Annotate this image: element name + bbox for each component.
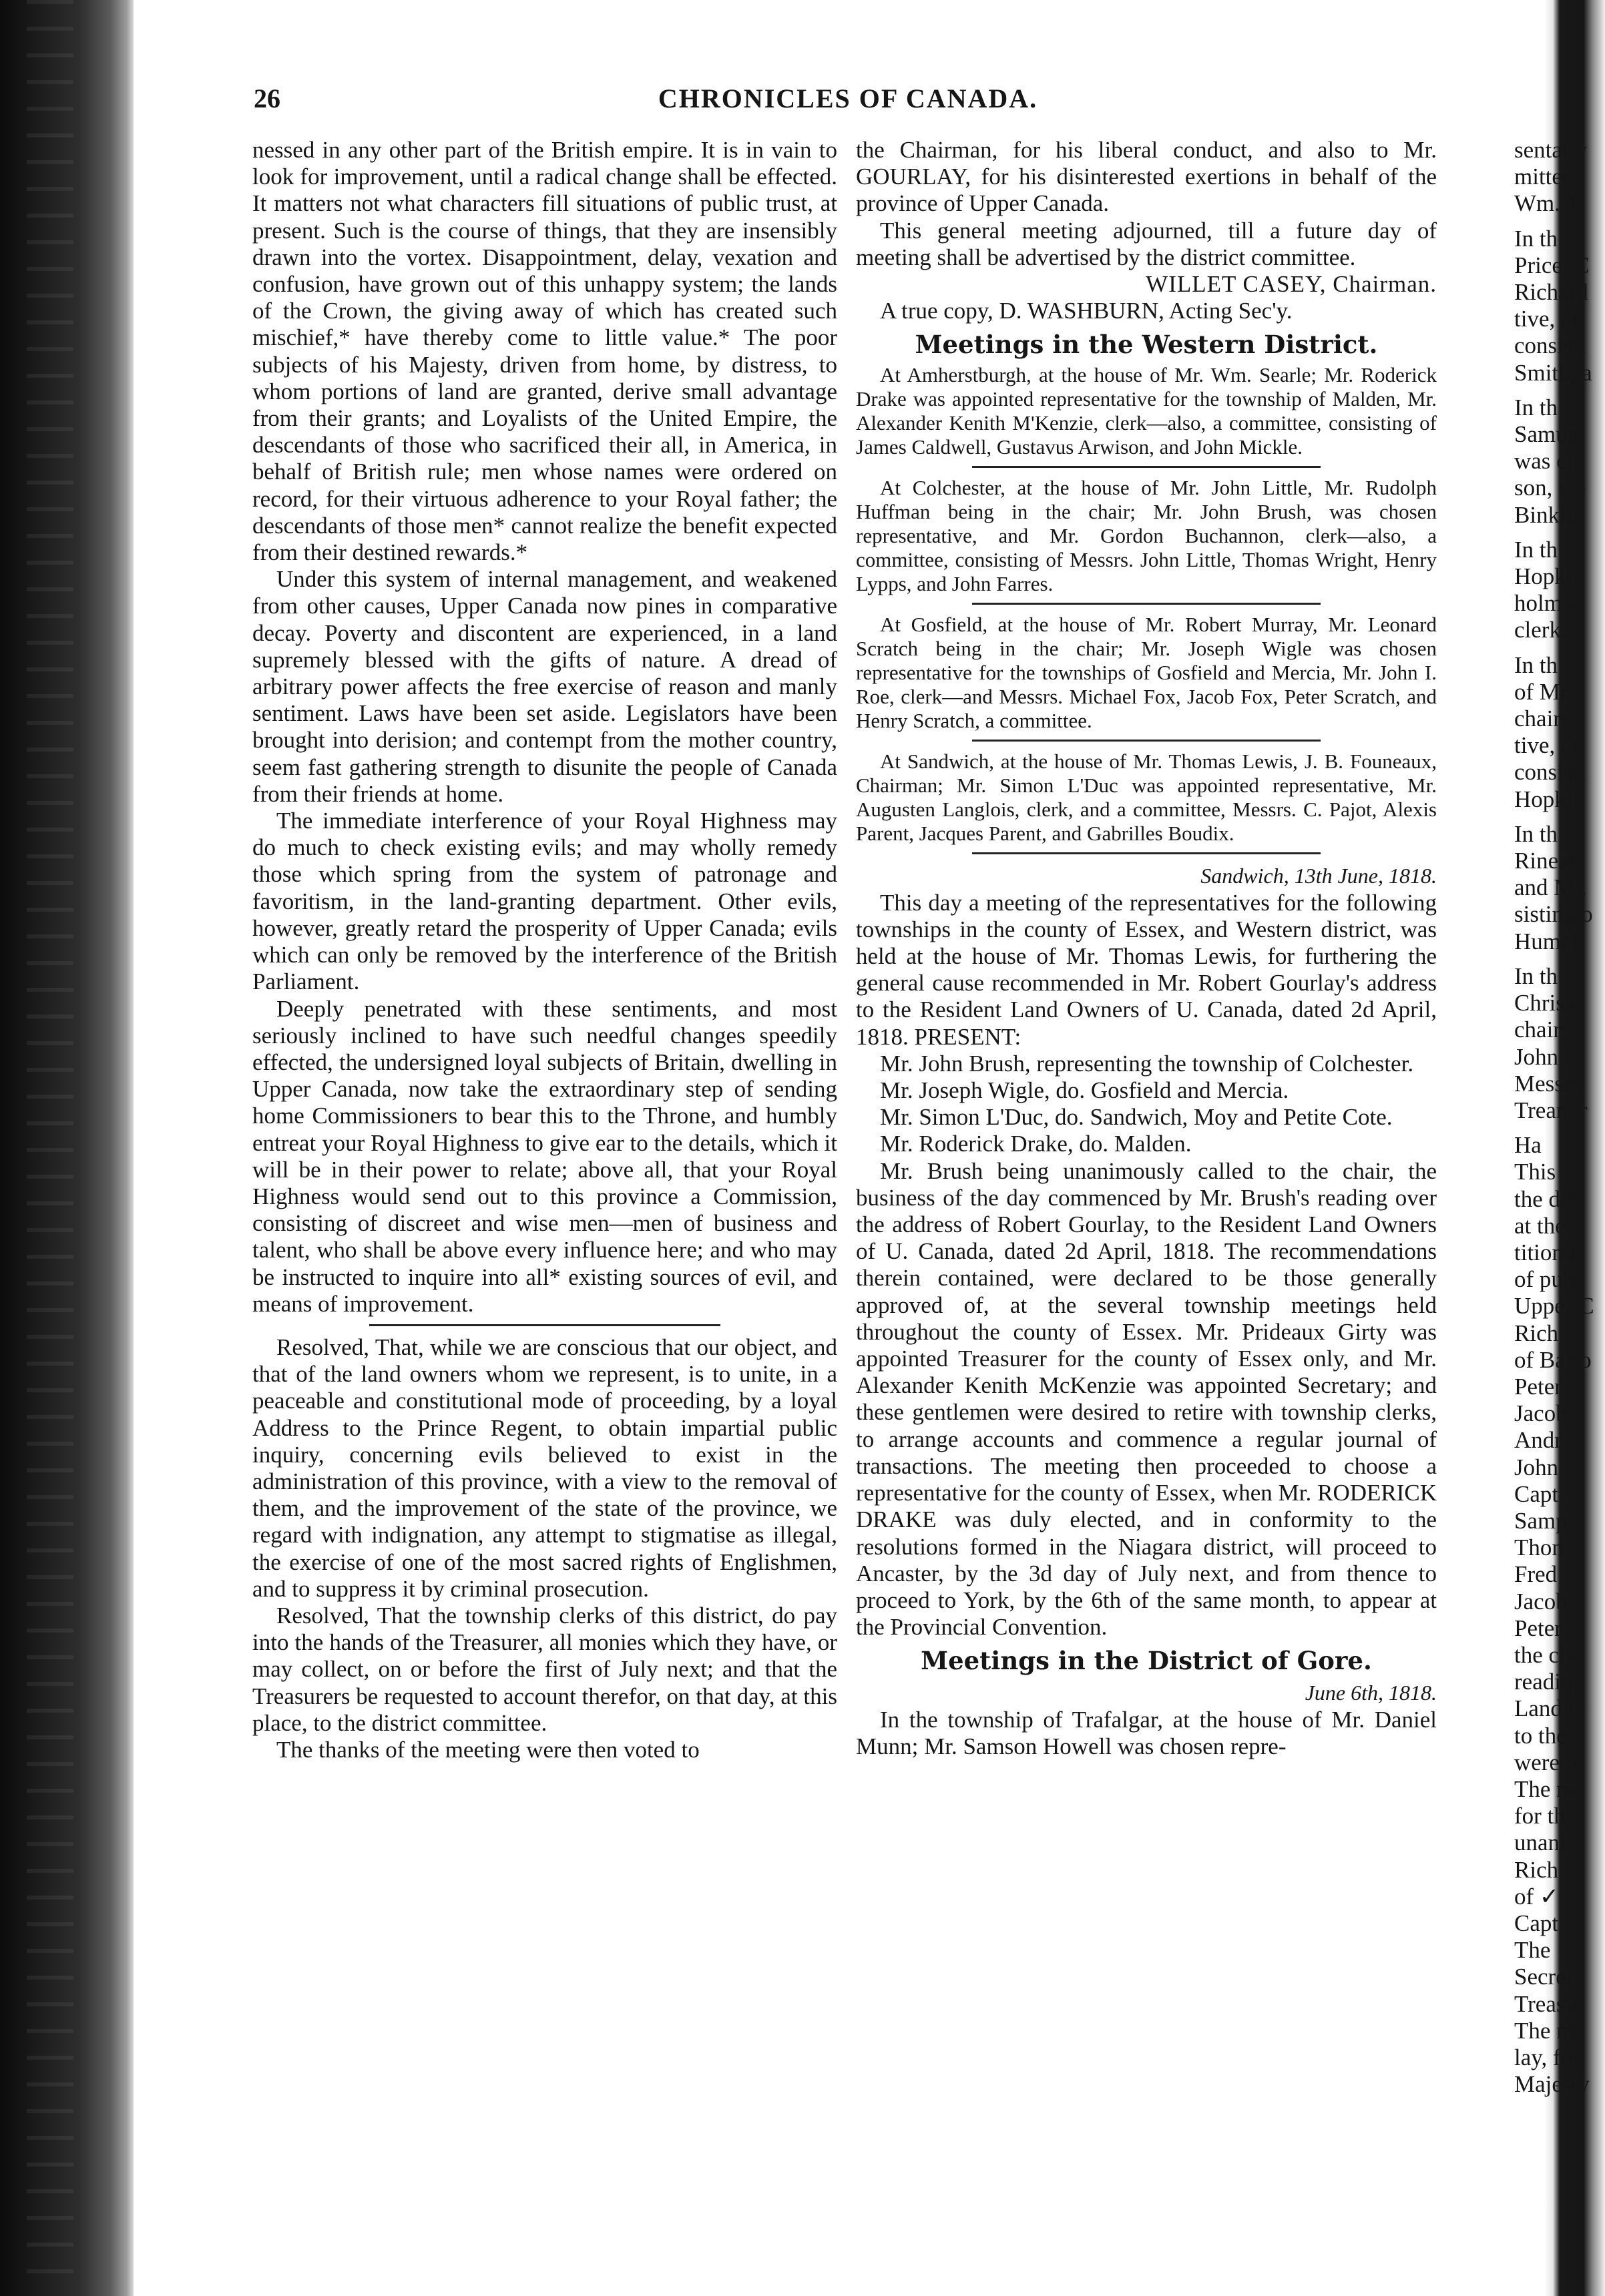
- cropped-text-line: tive, an: [1514, 732, 1584, 759]
- cropped-text-line: chair;: [1514, 705, 1568, 732]
- cropped-text-line: In th: [1514, 394, 1558, 420]
- cropped-text-line: Ha: [1514, 1132, 1542, 1159]
- cropped-text-line: Rich: [1514, 1320, 1559, 1346]
- cropped-text-line: Treanor: [1514, 1097, 1588, 1123]
- cropped-text-line: to the: [1514, 1722, 1567, 1749]
- cropped-text-line: son, cle: [1514, 475, 1586, 501]
- cropped-text-line: were u: [1514, 1749, 1578, 1775]
- cropped-text-line: tive, an: [1514, 306, 1584, 332]
- line-spacer: [1514, 529, 1605, 537]
- book-spine-shadow: [0, 0, 134, 2296]
- cropped-text-line: Capt: [1514, 1910, 1559, 1936]
- cropped-text-line: Price, C: [1514, 252, 1590, 278]
- line-spacer: [1514, 386, 1605, 394]
- column-right-cropped: [1514, 137, 1605, 2098]
- representative-entry: Mr. Joseph Wigle, do. Gosfield and Mercia.: [880, 1077, 1289, 1104]
- cropped-text-line: The me: [1514, 1775, 1585, 1802]
- cropped-text-line: holm w: [1514, 590, 1585, 617]
- cropped-text-line: In th: [1514, 225, 1558, 252]
- cropped-text-line: of Mr.: [1514, 678, 1573, 705]
- cropped-text-line: The me: [1514, 2017, 1585, 2044]
- section-divider: [972, 603, 1321, 605]
- cropped-text-line: sisting o: [1514, 901, 1593, 928]
- cropped-text-line: clerk.: [1514, 617, 1567, 643]
- cropped-text-line: for the: [1514, 1803, 1576, 1829]
- cropped-text-line: mittee,: [1514, 164, 1579, 190]
- cropped-text-line: Andr: [1514, 1427, 1562, 1454]
- cropped-text-line: Fred: [1514, 1561, 1558, 1588]
- chairman-signature: WILLET CASEY, Chairman.: [1146, 271, 1437, 298]
- cropped-text-line: Peter: [1514, 1373, 1562, 1400]
- line-spacer: [1514, 218, 1605, 226]
- line-spacer: [1514, 813, 1605, 821]
- cropped-text-line: This: [1514, 1159, 1556, 1185]
- cropped-text-line: Samp: [1514, 1507, 1568, 1534]
- paragraph: This day a meeting of the representatives for the following townships in the county of Essex, and Western district, was held at the house of Mr. Thomas Lewis, for furthering the general cause recommended in Mr. Robert Gourlay's address to the Resident Land Owners of U. Canada, dated 2d April, 1818. PRESENT:: [856, 889, 1437, 1050]
- attestation: A true copy, D. WASHBURN, Acting Sec'y.: [880, 298, 1293, 324]
- cropped-text-line: Hopkin: [1514, 563, 1584, 590]
- representative-entry: Mr. Roderick Drake, do. Malden.: [880, 1131, 1192, 1157]
- paragraph: nessed in any other part of the British empire. It is in vain to look for improvement, until a radical change shall be effected. It matters not what characters fill situations of public trust, at present. Such is the course of things, that they are insensibly drawn into the vortex. Disappointment, delay, vexation and confusion, have grown out of this unhappy system; the lands of the Crown, the giving away of which has created such mischief,* have thereby come to little value.* The poor subjects of his Majesty, driven from home, by distress, to whom portions of land are granted, derive small advantage from their grants; and Loyalists of the United Empire, the descendants of those who sacrificed their all, in America, in behalf of British rule; men whose names were ordered on record, for their virtuous adherence to your Royal father; the descendants of those men* cannot realize the benefit expected from their destined rewards.*: [252, 137, 837, 566]
- paragraph: Mr. Brush being unanimously called to the chair, the business of the day commenced by Mr. Brush's reading over the address of Robert Gourlay, to the Resident Land Owners of U. Canada, dated 2d April, 1818. The recommendations therein contained, were declared to be those generally approved of, at the several township meetings held throughout the county of Essex. Mr. Prideaux Girty was appointed Treasurer for the county of Essex only, and Mr. Alexander Kenith McKenzie was appointed Secretary; and these gentlemen were desired to retire with township clerks, to arrange accounts and commence a regular journal of transactions. The meeting then proceeded to choose a representative for the county of Essex, when Mr. RODERICK DRAKE was duly elected, and in conformity to the resolutions formed in the Niagara district, will proceed to Ancaster, by the 3d day of July next, and from thence to proceed to York, by the 6th of the same month, to appear at the Provincial Convention.: [856, 1157, 1437, 1641]
- cropped-text-line: of publ: [1514, 1266, 1582, 1293]
- cropped-text-line: of Barto: [1514, 1346, 1592, 1373]
- cropped-text-line: and Mr.: [1514, 874, 1587, 901]
- column-middle: [856, 137, 1437, 1760]
- cropped-text-line: consisti: [1514, 332, 1586, 359]
- cropped-text-line: Hopkin: [1514, 786, 1584, 812]
- line-spacer: [1514, 644, 1605, 652]
- dateline: June 6th, 1818.: [1305, 1681, 1437, 1705]
- section-heading: Meetings in the Western District.: [915, 330, 1378, 360]
- meeting-record: At Colchester, at the house of Mr. John Little, Mr. Rudolph Huffman being in the chair; Mr. John Brush, was chosen representative, and Mr. Gordon Buchannon, clerk—also, a committee, consisting of Messrs. John Little, Thomas Wright, Henry Lypps, and John Farres.: [856, 476, 1437, 596]
- cropped-text-line: reading: [1514, 1669, 1584, 1695]
- line-spacer: [1514, 955, 1605, 963]
- cropped-text-line: In th: [1514, 820, 1558, 847]
- cropped-text-line: Jacob: [1514, 1400, 1568, 1427]
- cropped-text-line: at the: [1514, 1212, 1566, 1239]
- cropped-text-line: the cha: [1514, 1641, 1582, 1668]
- meeting-record: At Gosfield, at the house of Mr. Robert Murray, Mr. Leonard Scratch being in the chair; Mr. Joseph Wigle was chosen representative for the townships of Gosfield and Mercia, Mr. John I. Roe, clerk—and Messrs. Michael Fox, Jacob Fox, Peter Scratch, and Henry Scratch, a committee.: [856, 613, 1437, 733]
- paragraph: The immediate interference of your Royal Highness may do much to check existing evils; and may wholly remedy those which spring from the system of patronage and favoritism, in the land-granting department. Other evils, however, greatly retard the prosperity of Upper Canada; evils which can only be removed by the interference of the British Parliament.: [252, 808, 837, 995]
- line-spacer: [1514, 1124, 1605, 1132]
- cropped-text-line: Smith, a: [1514, 359, 1592, 386]
- cropped-text-line: The: [1514, 1937, 1551, 1964]
- cropped-text-line: Binkly,: [1514, 501, 1582, 528]
- cropped-text-line: In th: [1514, 962, 1558, 989]
- cropped-text-line: chair;: [1514, 1017, 1568, 1043]
- cropped-text-line: Christo: [1514, 990, 1584, 1017]
- section-heading: Meetings in the District of Gore.: [921, 1646, 1372, 1676]
- section-divider: [369, 1324, 720, 1326]
- paragraph: In the township of Trafalgar, at the house of Mr. Daniel Munn; Mr. Samson Howell was chosen repre-: [856, 1706, 1437, 1759]
- cropped-text-line: In th: [1514, 536, 1558, 563]
- resolution-paragraph: Resolved, That the township clerks of this district, do pay into the hands of the Treasurer, all monies which they have, or may collect, on or before the first of July next; and that the Treasurers be requested to account therefor, on that day, at this place, to the district committee.: [252, 1602, 837, 1736]
- cropped-text-line: John H: [1514, 1043, 1582, 1070]
- cropped-text-line: Rinear: [1514, 848, 1577, 874]
- cropped-text-line: Jacob: [1514, 1588, 1568, 1615]
- cropped-text-line: Wm. T: [1514, 190, 1580, 217]
- paragraph: The thanks of the meeting were then voted to: [276, 1736, 700, 1763]
- cropped-text-line: Land O: [1514, 1695, 1585, 1722]
- cropped-text-line: titionin: [1514, 1239, 1582, 1265]
- cropped-text-line: Peter: [1514, 1615, 1562, 1641]
- representative-entry: Mr. Simon L'Duc, do. Sandwich, Moy and Petite Cote.: [880, 1104, 1393, 1131]
- paragraph: Under this system of internal management, and weakened from other causes, Upper Canada now pines in comparative decay. Poverty and discontent are experienced, in a land supremely blessed with the gifts of nature. A dread of arbitrary power affects the free exercise of reason and manly sentiment. Laws have been set aside. Legislators have been brought into derision; and contempt from the mother country, seem fast gathering strength to disunite the people of Canada from their friends at home.: [252, 566, 837, 807]
- cropped-text-line: of ✓ er: [1514, 1883, 1584, 1910]
- cropped-text-line: Majesty: [1514, 2071, 1590, 2098]
- cropped-text-line: unanim: [1514, 1829, 1584, 1856]
- cropped-text-line: Samuel: [1514, 421, 1584, 448]
- cropped-text-line: consisti: [1514, 759, 1586, 786]
- spine-streak: [27, 0, 73, 2296]
- cropped-text-line: Capt.: [1514, 1480, 1564, 1507]
- cropped-text-line: John: [1514, 1454, 1559, 1480]
- paragraph: This general meeting adjourned, till a future day of meeting shall be advertised by the district committee.: [856, 217, 1437, 270]
- page-header: [220, 79, 1489, 125]
- cropped-text-line: was ch: [1514, 448, 1579, 475]
- cropped-text-line: Humel.: [1514, 928, 1584, 954]
- cropped-text-line: Treasu: [1514, 1990, 1577, 2017]
- dateline: Sandwich, 13th June, 1818.: [1200, 864, 1437, 888]
- page-number: 26: [254, 83, 280, 113]
- paragraph: the Chairman, for his liberal conduct, and also to Mr. GOURLAY, for his disinterested exertions in behalf of the province of Upper Canada.: [856, 137, 1437, 217]
- paragraph: Deeply penetrated with these sentiments, and most seriously inclined to have such needful changes speedily effected, the undersigned loyal subjects of Britain, dwelling in Upper Canada, now take the extraordinary step of sending home Commissioners to bear this to the Throne, and humbly entreat your Royal Highness to give ear to the details, which it will be in their power to relate; above all, that your Royal Highness would send out to this province a Commission, consisting of discreet and wise men—men of business and talent, who shall be above every influence here; and who may be instructed to inquire into all* existing sources of evil, and means of improvement.: [252, 995, 837, 1317]
- cropped-text-line: Messrs.: [1514, 1070, 1586, 1097]
- meeting-record: At Amherstburgh, at the house of Mr. Wm. Searle; Mr. Roderick Drake was appointed representative for the township of Malden, Mr. Alexander Kenith M'Kenzie, clerk—also, a committee, consisting of James Caldwell, Gustavus Arwison, and John Mickle.: [856, 363, 1437, 459]
- section-divider: [972, 740, 1321, 742]
- meeting-record: At Sandwich, at the house of Mr. Thomas Lewis, J. B. Founeaux, Chairman; Mr. Simon L'Duc was appointed representative, Mr. Augusten Langlois, clerk, and a committee, Messrs. C. Pajot, Alexis Parent, Jacques Parent, and Gabrilles Boudix.: [856, 750, 1437, 846]
- cropped-text-line: Thon: [1514, 1534, 1564, 1561]
- running-title: CHRONICLES OF CANADA.: [658, 83, 1038, 113]
- section-divider: [972, 852, 1321, 854]
- cropped-text-line: In th: [1514, 651, 1558, 678]
- cropped-text-line: Upper C: [1514, 1293, 1594, 1320]
- column-left: [252, 137, 837, 1763]
- cropped-text-line: Secreta: [1514, 1964, 1583, 1990]
- representative-entry: Mr. John Brush, representing the township of Colchester.: [880, 1050, 1414, 1077]
- resolution-paragraph: Resolved, That, while we are conscious that our object, and that of the land owners whom we represent, is to unite, in a peaceable and constitutional mode of proceeding, by a loyal Address to the Prince Regent, to obtain impartial public inquiry, concerning evils believed to exist in the administration of this province, with a view to the removal of them, and the improvement of the state of the province, we regard with indignation, any attempt to stigmatise as illegal, the exercise of one of the most sacred rights of Englishmen, and to suppress it by criminal prosecution.: [252, 1334, 837, 1602]
- cropped-text-line: lay, for: [1514, 2044, 1580, 2071]
- section-divider: [972, 466, 1321, 468]
- cropped-text-line: Richard: [1514, 279, 1588, 306]
- cropped-text-line: Rich: [1514, 1856, 1559, 1883]
- cropped-text-line: sentativ: [1514, 137, 1587, 163]
- cropped-text-line: the diff: [1514, 1185, 1582, 1212]
